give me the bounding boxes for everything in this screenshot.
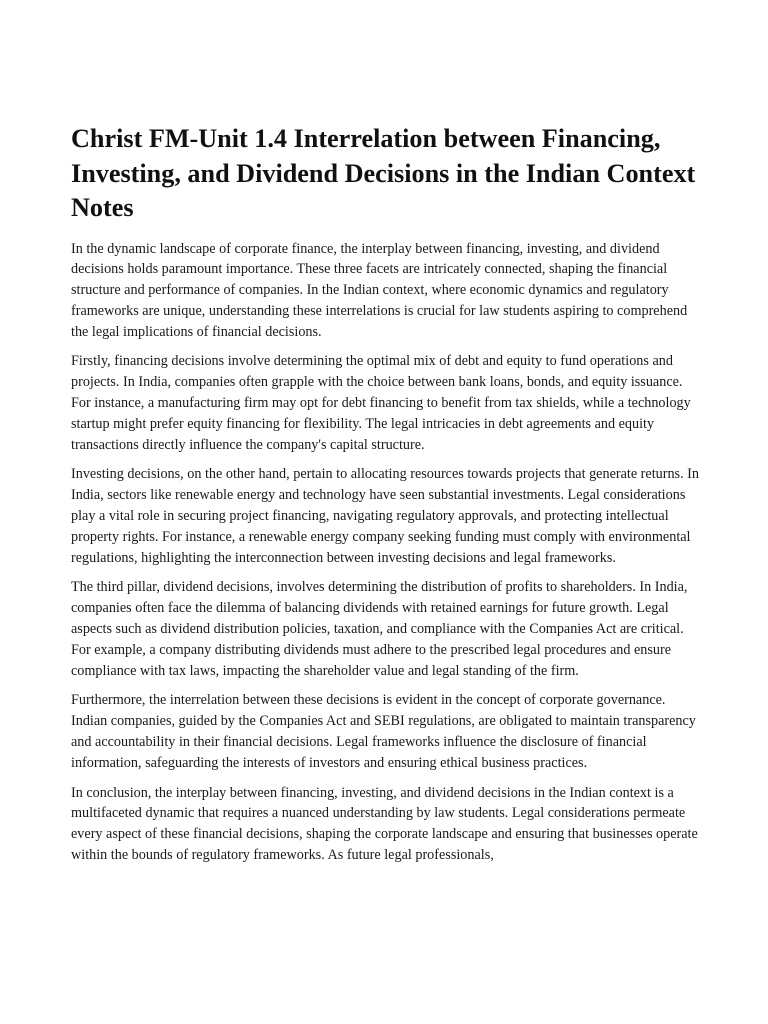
- document-page: [71, 122, 699, 875]
- paragraph-financing-decisions: Firstly, financing decisions involve determining the optimal mix of debt and equity to fund operations and projects. In India, companies often grapple with the choice between bank loans, bonds, and equity issuance. For instance, a manufacturing firm may opt for debt financing to benefit from tax shields, while a technology startup might prefer equity financing for flexibility. The legal intricacies in debt agreements and equity transactions directly influence the company's capital structure.: [71, 353, 691, 453]
- paragraph-investing-decisions: Investing decisions, on the other hand, pertain to allocating resources towards projects that generate returns. In India, sectors like renewable energy and technology have seen substantial investments. Legal considerations play a vital role in securing project financing, navigating regulatory approvals, and protecting intellectual property rights. For instance, a renewable energy company seeking funding must comply with environmental regulations, highlighting the interconnection between investing decisions and legal frameworks.: [71, 466, 699, 566]
- document-title: Christ FM-Unit 1.4 Interrelation between Financing, Investing, and Dividend Decisions in the Indian Context Notes: [71, 124, 696, 222]
- paragraph-conclusion: In conclusion, the interplay between financing, investing, and dividend decisions in the Indian context is a multifaceted dynamic that requires a nuanced understanding by law students. Legal considerations permeate every aspect of these financial decisions, shaping the corporate landscape and ensuring that businesses operate within the bounds of regulatory frameworks. As future legal professionals,: [71, 784, 698, 864]
- paragraph-dividend-decisions: The third pillar, dividend decisions, involves determining the distribution of profits to shareholders. In India, companies often face the dilemma of balancing dividends with retained earnings for future growth. Legal aspects such as dividend distribution policies, taxation, and compliance with the Companies Act are critical. For example, a company distributing dividends must adhere to the prescribed legal procedures and ensure compliance with tax laws, impacting the shareholder value and legal standing of the firm.: [71, 579, 688, 679]
- paragraph-introduction: In the dynamic landscape of corporate finance, the interplay between financing, investing, and dividend decisions holds paramount importance. These three facets are intricately connected, shaping the financial structure and performance of companies. In the Indian context, where economic dynamics and regulatory frameworks are unique, understanding these interrelations is crucial for law students aspiring to comprehend the legal implications of financial decisions.: [71, 240, 688, 340]
- paragraph-corporate-governance: Furthermore, the interrelation between these decisions is evident in the concept of corporate governance. Indian companies, guided by the Companies Act and SEBI regulations, are obligated to maintain transparency and accountability in their financial decisions. Legal frameworks influence the disclosure of financial information, safeguarding the interests of investors and ensuring ethical business practices.: [71, 692, 696, 771]
